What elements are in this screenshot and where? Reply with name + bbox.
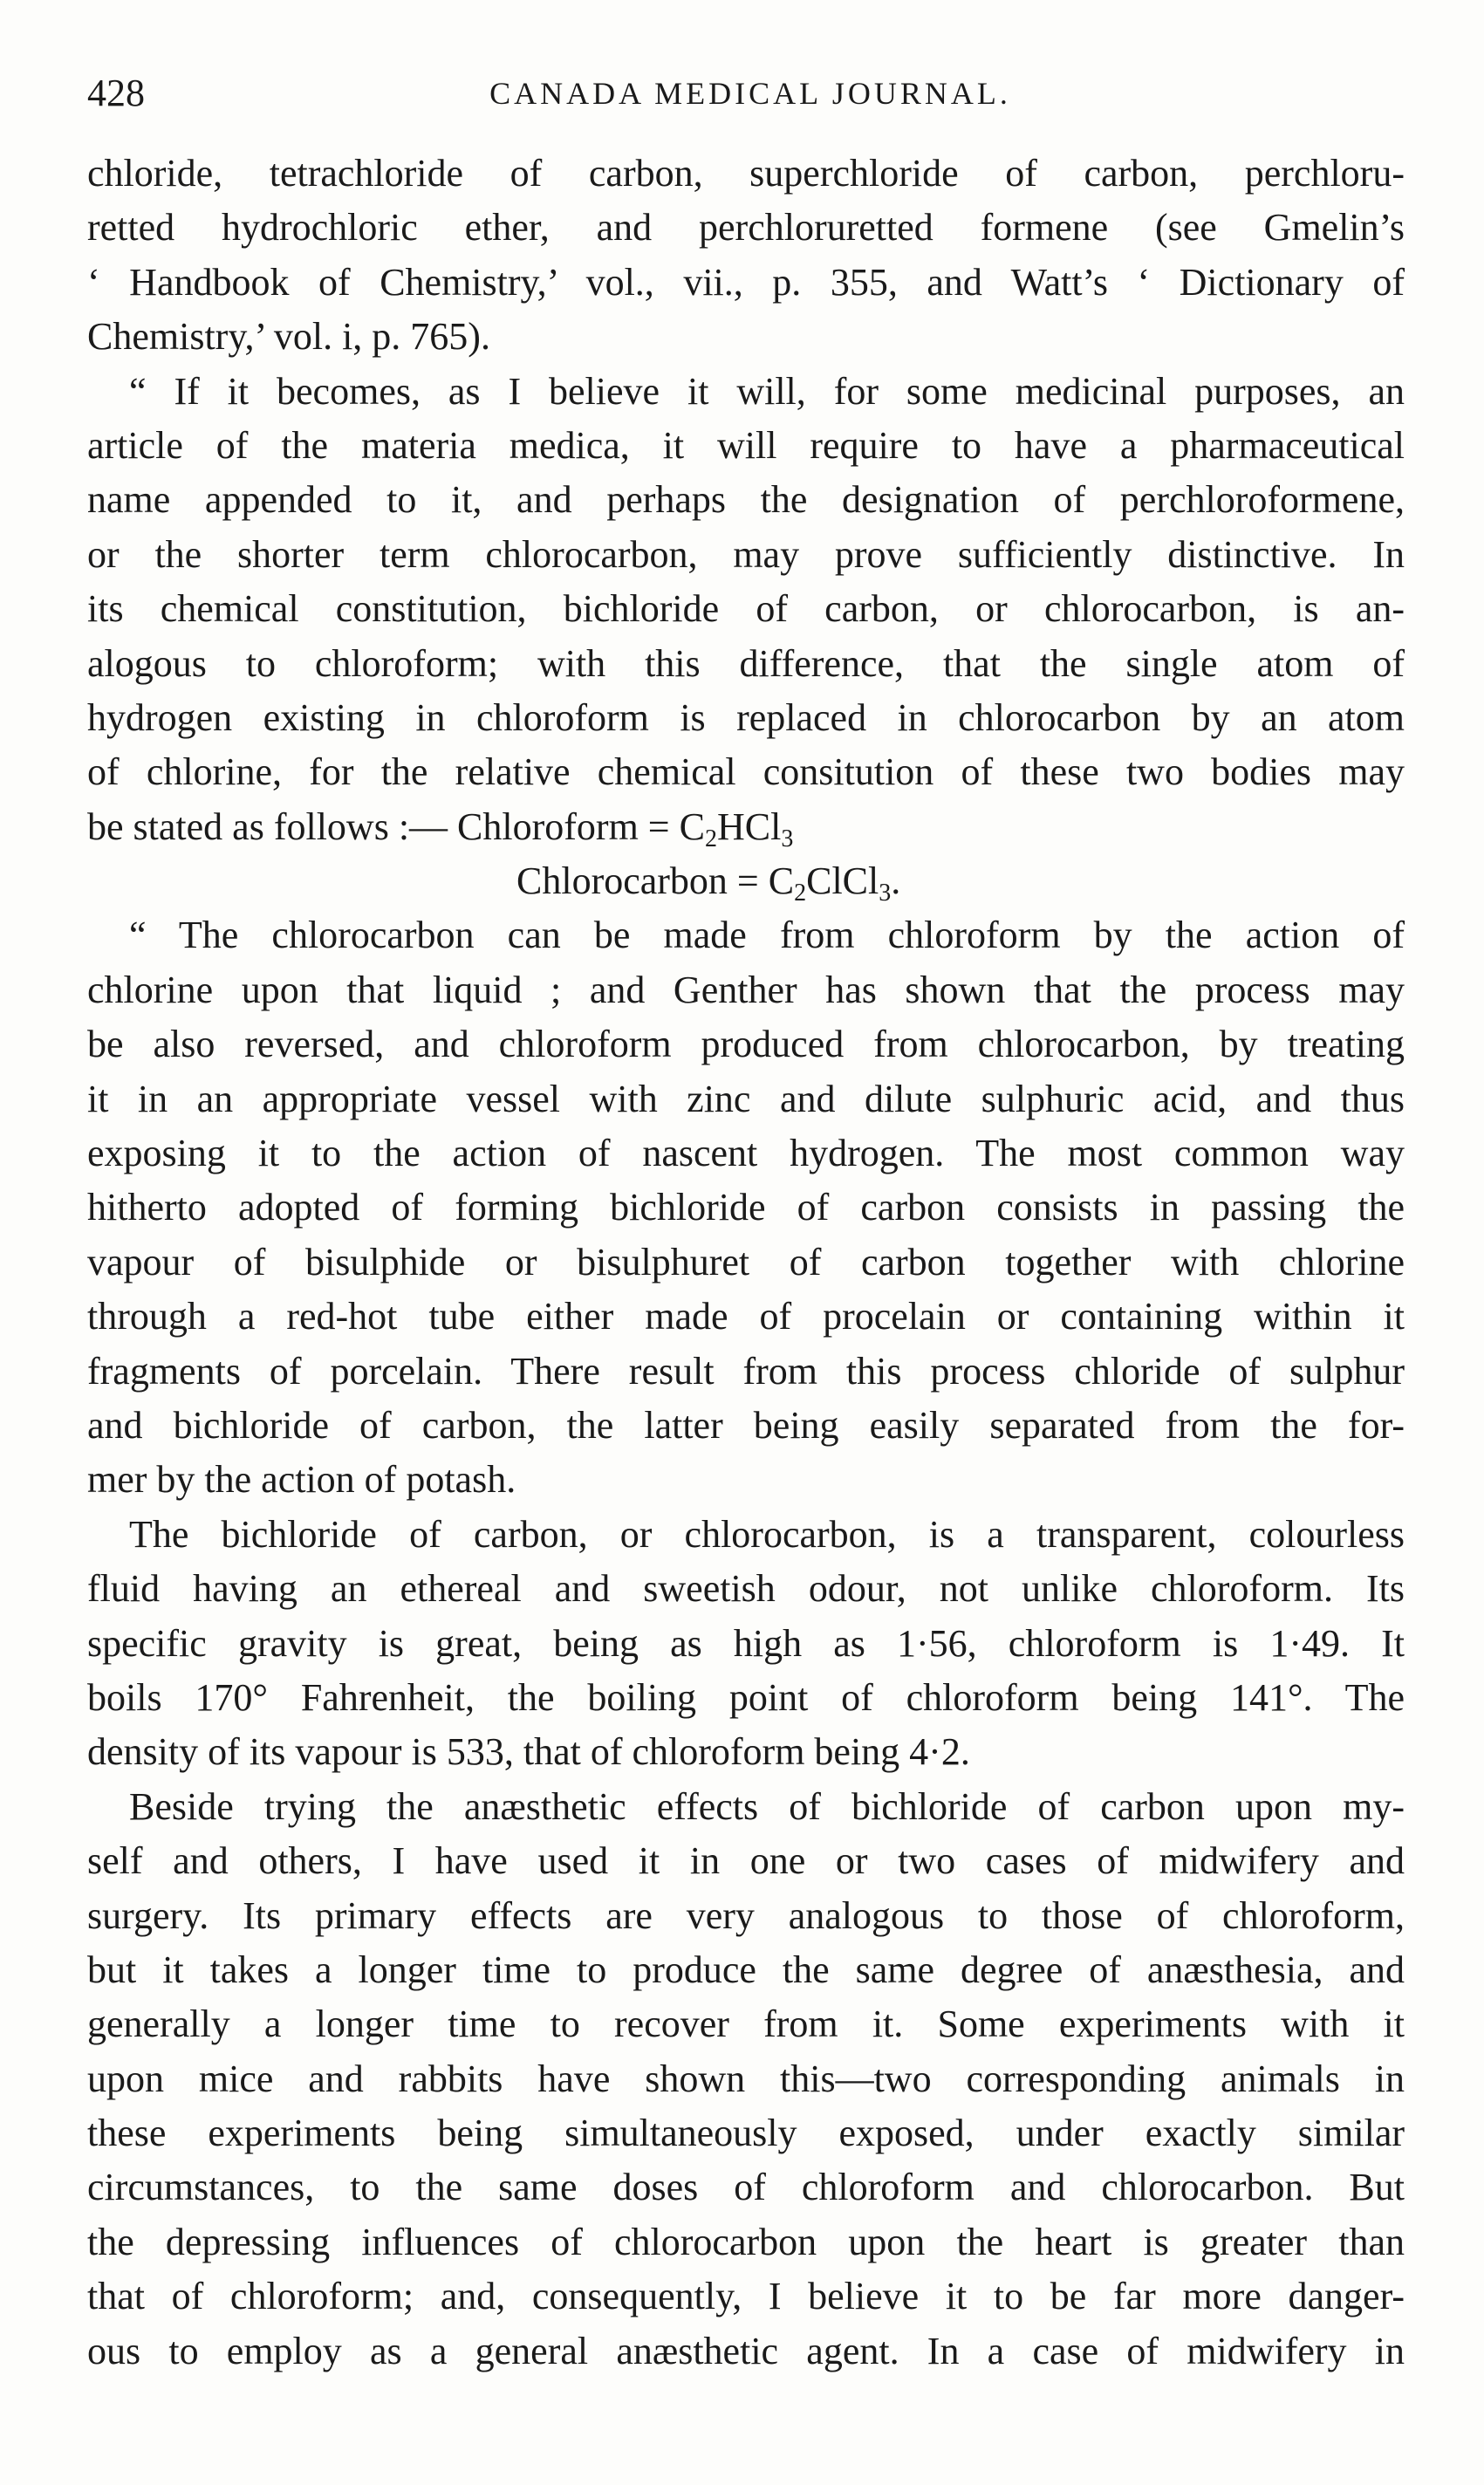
formula-line-chloroform bbox=[87, 800, 1405, 854]
formula-subscript: 3 bbox=[781, 825, 794, 852]
body-text bbox=[87, 147, 1405, 2379]
text-line: The bichloride of carbon, or chlorocarbon, is a transparent, colourless bbox=[129, 1512, 1405, 1556]
text-line: upon mice and rabbits have shown this—two corresponding animals in bbox=[87, 2057, 1405, 2100]
text-line: vapour of bisulphide or bisulphuret of carbon together with chlorine bbox=[87, 1240, 1405, 1284]
text-line: chloride, tetrachloride of carbon, superchloride of carbon, perchloru- bbox=[87, 152, 1405, 195]
text-line: alogous to chloroform; with this difference, that the single atom of bbox=[87, 641, 1405, 685]
formula-lead: Chlorocarbon = C bbox=[516, 859, 795, 903]
running-head bbox=[87, 63, 1413, 124]
text-line: Chemistry,’ vol. i, p. 765). bbox=[87, 315, 490, 359]
text-line: be also reversed, and chloroform produced from chlorocarbon, by treating bbox=[87, 1023, 1405, 1066]
text-line: article of the materia medica, it will require to have a pharmaceutical bbox=[87, 423, 1405, 467]
text-line: self and others, I have used it in one or two cases of midwifery and bbox=[87, 1839, 1405, 1883]
text-line: fragments of porcelain. There result from this process chloride of sulphur bbox=[87, 1349, 1405, 1393]
text-line: these experiments being simultaneously exposed, under exactly similar bbox=[87, 2112, 1405, 2155]
text-line: through a red-hot tube either made of procelain or containing within it bbox=[87, 1295, 1405, 1338]
text-line: but it takes a longer time to produce the same degree of anæsthesia, and bbox=[87, 1948, 1405, 1991]
text-line: ‘ Handbook of Chemistry,’ vol., vii., p. 355, and Watt’s ‘ Dictionary of bbox=[87, 260, 1405, 304]
text-line: “ The chlorocarbon can be made from chloroform by the action of bbox=[129, 914, 1405, 957]
formula-subscript: 2 bbox=[704, 825, 717, 852]
text-line: “ If it becomes, as I believe it will, for some medicinal purposes, an bbox=[129, 369, 1405, 413]
text-line: hitherto adopted of forming bichloride of carbon consists in passing the bbox=[87, 1186, 1405, 1229]
text-line: Beside trying the anæsthetic effects of bichloride of carbon upon my- bbox=[129, 1784, 1405, 1828]
text-line: the depressing influences of chlorocarbon upon the heart is greater than bbox=[87, 2220, 1405, 2263]
formula-lead: be stated as follows :— Chloroform = C bbox=[87, 804, 705, 848]
formula-end: . bbox=[891, 859, 901, 903]
text-line: surgery. Its primary effects are very analogous to those of chloroform, bbox=[87, 1893, 1405, 1937]
text-line: it in an appropriate vessel with zinc and dilute sulphuric acid, and thus bbox=[87, 1077, 1405, 1120]
page-number: 428 bbox=[87, 72, 145, 114]
text-line: and bichloride of carbon, the latter being easily separated from the for- bbox=[87, 1403, 1405, 1447]
text-line: mer by the action of potash. bbox=[87, 1458, 516, 1502]
text-line: name appended to it, and perhaps the designation of perchloroformene, bbox=[87, 478, 1405, 522]
journal-title: CANADA MEDICAL JOURNAL. bbox=[489, 76, 1011, 111]
text-line: specific gravity is great, being as high as 1·56, chloroform is 1·49. It bbox=[87, 1621, 1405, 1665]
text-line: boils 170° Fahrenheit, the boiling point of chloroform being 141°. The bbox=[87, 1675, 1405, 1719]
text-line: that of chloroform; and, consequently, I believe it to be far more danger- bbox=[87, 2275, 1405, 2318]
text-line: density of its vapour is 533, that of chloroform being 4·2. bbox=[87, 1730, 970, 1774]
text-line: its chemical constitution, bichloride of carbon, or chlorocarbon, is an- bbox=[87, 587, 1405, 631]
formula-subscript: 2 bbox=[794, 880, 807, 907]
text-line: circumstances, to the same doses of chloroform and chlorocarbon. But bbox=[87, 2166, 1405, 2209]
text-line: exposing it to the action of nascent hydrogen. The most common way bbox=[87, 1132, 1405, 1175]
text-line: hydrogen existing in chloroform is replaced in chlorocarbon by an atom bbox=[87, 695, 1405, 739]
text-line: of chlorine, for the relative chemical consitution of these two bodies may bbox=[87, 750, 1405, 794]
text-line: or the shorter term chlorocarbon, may prove sufficiently distinctive. In bbox=[87, 532, 1405, 576]
formula-line-chlorocarbon bbox=[87, 854, 1405, 908]
text-line: chlorine upon that liquid ; and Genther has shown that the process may bbox=[87, 968, 1405, 1011]
text-line: generally a longer time to recover from it. Some experiments with it bbox=[87, 2002, 1405, 2046]
formula-text: HCl bbox=[716, 804, 782, 848]
text-line: retted hydrochloric ether, and perchloruretted formene (see Gmelin’s bbox=[87, 206, 1405, 250]
text-line: ous to employ as a general anæsthetic agent. In a case of midwifery in bbox=[87, 2329, 1405, 2372]
formula-text: ClCl bbox=[806, 859, 879, 903]
formula-subscript: 3 bbox=[879, 880, 892, 907]
text-line: fluid having an ethereal and sweetish odour, not unlike chloroform. Its bbox=[87, 1567, 1405, 1611]
